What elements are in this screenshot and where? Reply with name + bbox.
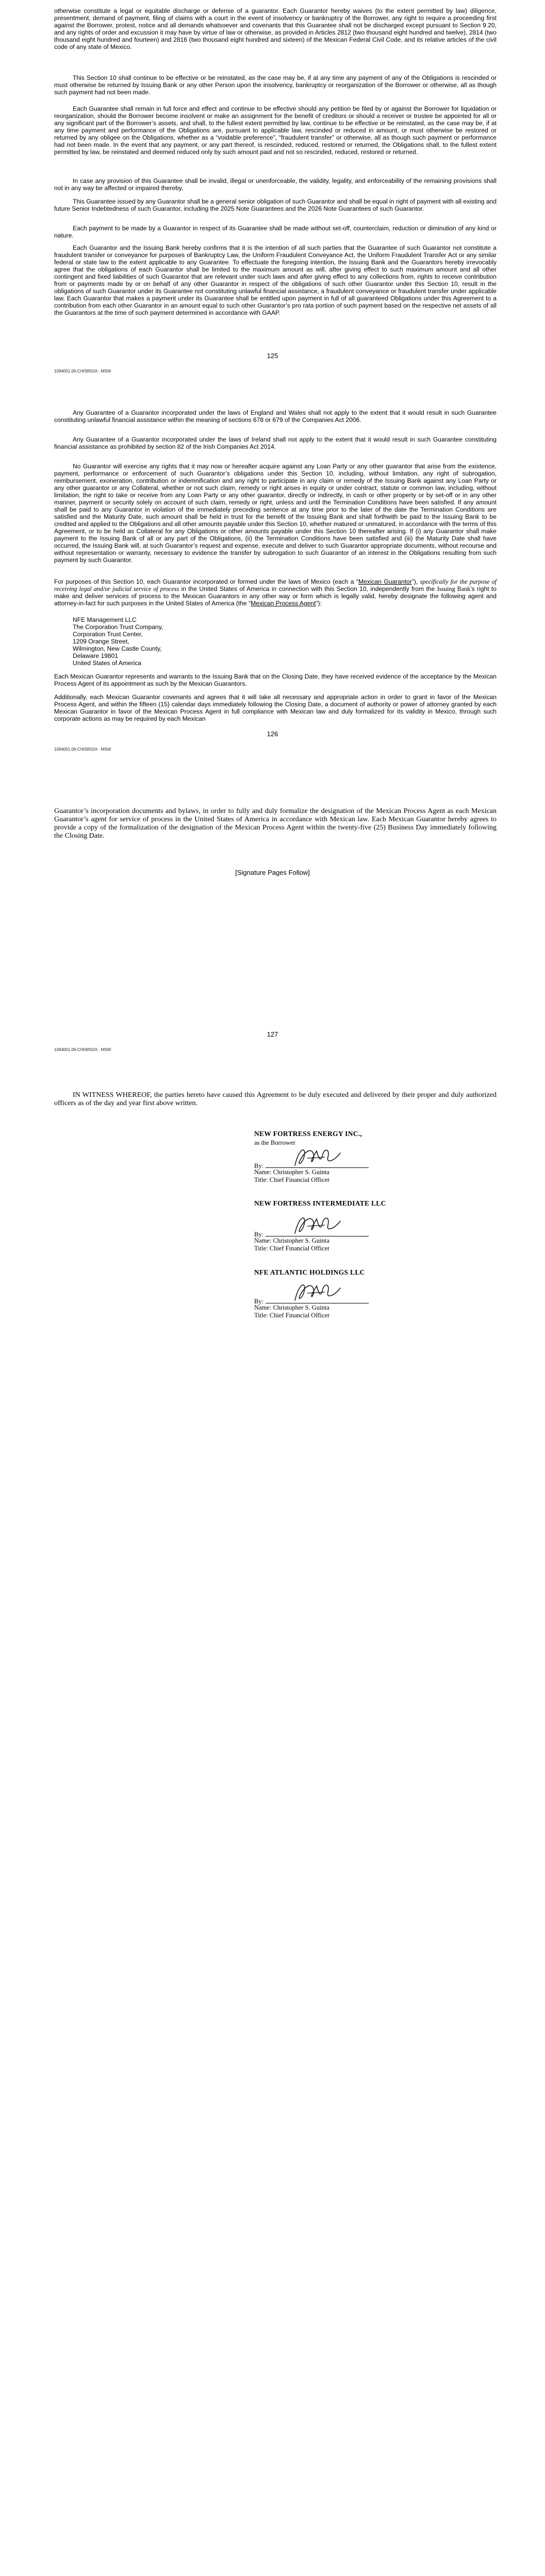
signatory-name: Name: Christopher S. Guinta bbox=[254, 1168, 329, 1176]
page-number: 125 bbox=[267, 352, 278, 360]
document-footer: 1094001.06-CHISR02A - MSW bbox=[54, 1047, 111, 1052]
paragraph-ireland: Any Guarantee of a Guarantor incorporated under the laws of Ireland shall not apply to the extent that it would result in such Guarantee constituting financial assistance as prohibited by section 82 of the Irish Companies Act 2014. bbox=[54, 436, 497, 450]
paragraph-ranking: This Guarantee issued by any Guarantor shall be a general senior obligation of such Guarantor and shall be equal in right of payment with all existing and future Senior Indebtedness of such Guarantor, including the 2025 Note Guarantees and the 2026 Note Guarantees of such Guarantor. bbox=[54, 198, 497, 212]
paragraph-reinstatement: This Section 10 shall continue to be effective or be reinstated, as the case may be, if at any time any payment of any of the Obligations is rescinded or must otherwise be returned by Issuing Bank or any other Person upon the insolvency, bankruptcy or reorganization of the Borrower or otherwise, all as though such payment had not been made. bbox=[54, 74, 497, 96]
entity-name: NFE ATLANTIC HOLDINGS LLC bbox=[254, 1268, 365, 1276]
paragraph-waiver: otherwise constitute a legal or equitable discharge or defense of a guarantor. Each Guarantor hereby waives (to the extent permitted by law) diligence, presentment, demand of payment, filing of claims with a court in the event of insolvency or bankruptcy of the Borrower, any right to require a proceeding first against the Borrower, protest, notice and all demands whatsoever and covenants that this Guarantee shall not be discharged except pursuant to Section 9.20, and any rights of order and excussion it may have by virtue of law or otherwise, as provided in Articles 2812 (two thousand eight hundred and twelve), 2814 (two thousand eight hundred and fourteen) and 2816 (two thousand eight hundred and sixteen) of the Mexican Federal Civil Code, and its relative articles of the civil code of any state of Mexico. bbox=[54, 7, 497, 50]
paragraph-power-of-attorney: Additionally, each Mexican Guarantor covenants and agrees that it will take all necessary and appropriate action in order to grant in favor of the Mexican Process Agent, and within the fifteen (15) calendar days immediately following the Closing Date, a document of authority or power of attorney granted by each Mexican Guarantor in favor of the Mexican Process Agent in full compliance with Mexican law and duly formalized for its validity in Mexico, through such corporate actions as may be required by each Mexican bbox=[54, 693, 497, 722]
paragraph-england-wales: Any Guarantee of a Guarantor incorporated under the laws of England and Wales shall not apply to the extent that it would result in such Guarantee constituting unlawful financial assistance within the meaning of sections 678 or 679 of the Companies Act 2006. bbox=[54, 409, 497, 423]
paragraph-continuing-effect: Each Guarantee shall remain in full force and effect and continue to be effective should any petition be filed by or against the Borrower for liquidation or reorganization, should the Borrower become insolvent or make an assignment for the benefit of creditors or should a receiver or trustee be appointed for all or any significant part of the Borrower’s assets, and shall, to the fullest extent permitted by law, continue to be effective or be reinstated, as the case may be, if at any time payment and performance of the Obligations are, pursuant to applicable law, rescinded or reduced in amount, or must otherwise be restored or returned by any obligee on the Obligations, whether as a “voidable preference”, “fraudulent transfer” or otherwise, all as though such payment or performance had not been made. In the event that any payment, or any part thereof, is rescinded, reduced, restored or returned, the Obligations shall, to the fullest extent permitted by law, be reinstated and deemed reduced only by such amount paid and not so rescinded, reduced, restored or returned. bbox=[54, 105, 497, 156]
paragraph-process-agent-designation: For purposes of this Section 10, each Guarantor incorporated or formed under the laws of Mexico (each a “Mexican Guarantor”), specifically for the purpose of receiving legal and/or judicial service of process in the United States of America in connection with this Section 10, independently from the Issuing Bank’s right to make and deliver services of process to the Mexican Guarantors in any other way or form which is legally valid, hereby designate the following agent and attorney-in-fact for such purposes in the United States of America (the “Mexican Process Agent”): bbox=[54, 578, 497, 607]
signatory-title: Title: Chief Financial Officer bbox=[254, 1312, 330, 1319]
address-line: Wilmington, New Castle County, bbox=[73, 645, 162, 652]
page-number: 126 bbox=[267, 730, 278, 738]
signature-line: By: bbox=[254, 1230, 369, 1239]
address-line: United States of America bbox=[73, 659, 142, 667]
signature-pages-follow: [Signature Pages Follow] bbox=[235, 869, 310, 876]
paragraph-acceptance-evidence: Each Mexican Guarantor represents and warrants to the Issuing Bank that on the Closing Date, they have received evidence of the acceptance by the Mexican Process Agent of its appointment as such by the Mexican Guarantors. bbox=[54, 673, 497, 687]
paragraph-subrogation: No Guarantor will exercise any rights that it may now or hereafter acquire against any Loan Party or any other guarantor that arise from the existence, payment, performance or enforcement of such Guarantor’s obligations under this Section 10, including, without limitation, any right of subrogation, reimbursement, exoneration, contribution or indemnification and any right to participate in any claim or remedy of the Issuing Bank against any Loan Party or any other guarantor or any Collateral, whether or not such claim, remedy or right arises in equity or under contract, statute or common law, including, without limitation, the right to take or receive from any Loan Party or any other guarantor, directly or indirectly, in cash or other property or by set-off or in any other manner, payment or security solely on account of such claim, remedy or right, unless and until the Termination Conditions have been satisfied. If any amount shall be paid to any Guarantor in violation of the immediately preceding sentence at any time prior to the later of the date the Termination Conditions are satisfied and the Maturity Date, such amount shall be held in trust for the benefit of the Issuing Bank and shall forthwith be paid to the Issuing Bank to be credited and applied to the Obligations and all other amounts payable under this Section 10, whether matured or unmatured, in accordance with the terms of this Agreement, or to be held as Collateral for any Obligations or other amounts payable under this Section 10 thereafter arising. If (i) any Guarantor shall make payment to the Issuing Bank of all or any part of the Obligations, (ii) the Termination Conditions have been satisfied and (iii) the Maturity Date shall have occurred, the Issuing Bank will, at such Guarantor’s request and expense, execute and deliver to such Guarantor appropriate documents, without recourse and without representation or warranty, necessary to evidence the transfer by subrogation to such Guarantor of an interest in the Obligations resulting from such payment by such Guarantor. bbox=[54, 463, 497, 564]
address-line: The Corporation Trust Company, bbox=[73, 623, 163, 631]
entity-role: as the Borrower bbox=[254, 1139, 295, 1146]
address-line: Corporation Trust Center, bbox=[73, 631, 143, 638]
paragraph-severability: In case any provision of this Guarantee shall be invalid, illegal or unenforceable, the validity, legality, and enforceability of the remaining provisions shall not in any way be affected or impaired thereby. bbox=[54, 177, 497, 192]
page-number: 127 bbox=[267, 1030, 278, 1038]
signatory-name: Name: Christopher S. Guinta bbox=[254, 1304, 329, 1311]
entity-name: NEW FORTRESS INTERMEDIATE LLC bbox=[254, 1199, 386, 1207]
entity-name: NEW FORTRESS ENERGY INC., bbox=[254, 1130, 362, 1138]
address-line: NFE Management LLC bbox=[73, 616, 137, 623]
address-line: 1209 Orange Street, bbox=[73, 638, 129, 645]
witness-paragraph: IN WITNESS WHEREOF, the parties hereto have caused this Agreement to be duly executed and delivered by their proper and duly authorized officers as of the day and year first above written. bbox=[54, 1091, 497, 1107]
signatory-title: Title: Chief Financial Officer bbox=[254, 1245, 330, 1252]
signature-line: By: bbox=[254, 1297, 369, 1306]
paragraph-no-setoff: Each payment to be made by a Guarantor in respect of its Guarantee shall be made without set-off, counterclaim, reduction or diminution of any kind or nature. bbox=[54, 225, 497, 239]
document-footer: 1094001.06-CHISR02A - MSW bbox=[54, 747, 111, 752]
paragraph-fraudulent-transfer: Each Guarantor and the Issuing Bank hereby confirms that it is the intention of all such parties that the Guarantee of such Guarantor not constitute a fraudulent transfer or conveyance for purposes of Bankruptcy Law, the Uniform Fraudulent Conveyance Act, the Uniform Fraudulent Transfer Act or any similar federal or state law to the extent applicable to any Guarantee. To effectuate the foregoing intention, the Issuing Bank and the Guarantors hereby irrevocably agree that the obligations of each Guarantor shall be limited to the maximum amount as will, after giving effect to such maximum amount and all other contingent and fixed liabilities of such Guarantor that are relevant under such laws and after giving effect to any collections from, rights to receive contribution from or payments made by or on behalf of any other Guarantor in respect of the obligations of such other Guarantor under this Section 10, result in the obligations of such Guarantor under its Guarantee not constituting unlawful financial assistance, a fraudulent conveyance or fraudulent transfer under applicable law. Each Guarantor that makes a payment under its Guarantee shall be entitled upon payment in full of all guaranteed Obligations under this Agreement to a contribution from each other Guarantor in an amount equal to such other Guarantor’s pro rata portion of such payment based on the respective net assets of all the Guarantors at the time of such payment determined in accordance with GAAP. bbox=[54, 244, 497, 316]
paragraph-formalization: Guarantor’s incorporation documents and bylaws, in order to fully and duly formalize the designation of the Mexican Process Agent as each Mexican Guarantor’s agent for service of process in the United States of America in accordance with Mexican law. Each Mexican Guarantor hereby agrees to provide a copy of the formalization of the designation of the Mexican Process Agent within the twenty-five (25) Business Day immediately following the Closing Date. bbox=[54, 807, 497, 840]
address-line: Delaware 19801 bbox=[73, 652, 119, 659]
signatory-title: Title: Chief Financial Officer bbox=[254, 1176, 330, 1183]
signatory-name: Name: Christopher S. Guinta bbox=[254, 1237, 329, 1244]
document-footer: 1094001.06-CHISR02A - MSW bbox=[54, 369, 111, 374]
signature-line: By: bbox=[254, 1161, 369, 1170]
